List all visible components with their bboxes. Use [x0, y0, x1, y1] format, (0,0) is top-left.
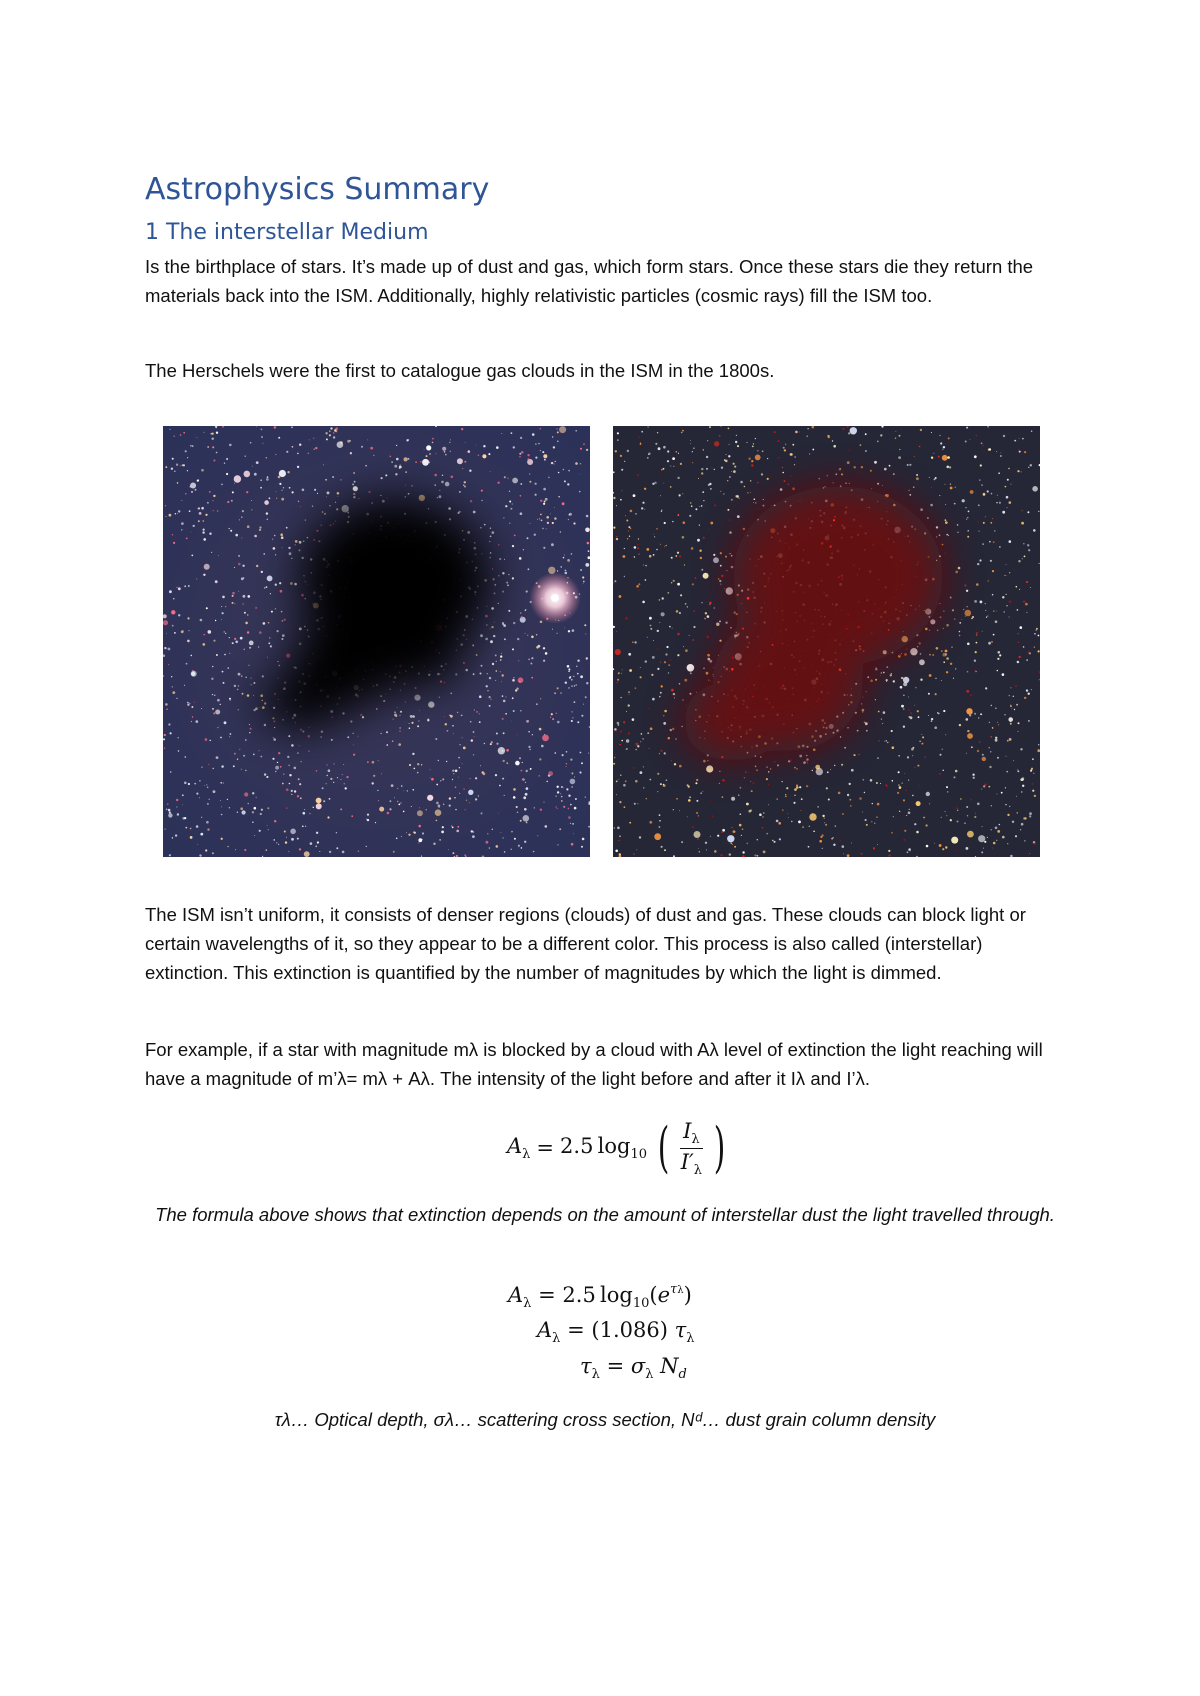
eq3-rhs: τ	[674, 1318, 687, 1342]
paragraph-extinction: The ISM isn’t uniform, it consists of denser regions (clouds) of dust and gas. These clouds can block light or certain wavelengths of it, so they appear to be a different color. This process is also called (interstellar) extinction. This extinction is quantified by the number of magnitudes by which the light is dimmed.	[145, 904, 1026, 983]
paragraph-herschels: The Herschels were the first to catalogue gas clouds in the ISM in the 1800s.	[145, 360, 775, 381]
eq2-log-base: 10	[632, 1296, 650, 1311]
dark-nebula-visible-svg	[163, 426, 590, 857]
eq1-lhs-sub: λ	[522, 1147, 531, 1162]
paragraph-ism-intro: Is the birthplace of stars. It’s made up of dust and gas, which form stars. Once these stars die they return the materials back into the ISM. Additionally, highly relativistic particles (cosmic rays) fill the ISM too.	[145, 256, 1034, 306]
eq3-lhs: A	[537, 1318, 553, 1342]
eq2-coef: 2.5	[562, 1283, 596, 1307]
eq2-lhs-sub: λ	[523, 1296, 532, 1311]
dark-nebula-visible-image	[163, 426, 590, 857]
equation-optical-depth	[580, 1354, 687, 1382]
eq1-lhs: A	[507, 1134, 523, 1158]
eq4-n-sub: d	[678, 1367, 687, 1382]
eq1-log: log	[597, 1134, 631, 1158]
eq2-open-paren: (	[649, 1283, 658, 1307]
eq4-equals: =	[606, 1354, 625, 1378]
eq4-n: N	[660, 1354, 679, 1378]
eq1-open-paren: (	[657, 1116, 670, 1179]
eq1-coef: 2.5	[560, 1134, 594, 1158]
eq2-log: log	[600, 1283, 633, 1307]
page-title: Astrophysics Summary	[145, 172, 490, 207]
paragraph-magnitude-example: For example, if a star with magnitude mλ is blocked by a cloud with Aλ level of extinction the light reaching will have a magnitude of m’λ= mλ + Aλ. The intensity of the light before and after it Iλ and I’λ.	[145, 1039, 1043, 1089]
eq2-equals: =	[538, 1283, 556, 1307]
equation-extinction-optical-depth	[508, 1282, 692, 1311]
eq2-exponent: τ	[670, 1282, 678, 1297]
equation-extinction-linear	[537, 1318, 694, 1346]
eq1-denominator-sub: λ	[693, 1162, 703, 1178]
eq1-close-paren: )	[713, 1116, 725, 1179]
eq4-sigma: σ	[630, 1354, 646, 1378]
dark-nebula-infrared-svg	[613, 426, 1040, 857]
eq1-log-base: 10	[630, 1147, 647, 1162]
equation-extinction-intensity	[507, 1118, 730, 1178]
eq1-numerator-sub: λ	[691, 1131, 700, 1147]
eq4-lhs-sub: λ	[591, 1367, 600, 1382]
eq3-equals: =	[567, 1318, 585, 1342]
caption-symbol-legend: τλ… Optical depth, σλ… scattering cross section, Nᵈ… dust grain column density	[274, 1409, 936, 1430]
eq3-coef: (1.086)	[591, 1318, 668, 1342]
eq2-exponent-sub: λ	[677, 1285, 684, 1296]
eq4-lhs: τ	[580, 1354, 592, 1378]
dark-nebula-infrared-image	[613, 426, 1040, 857]
eq4-sigma-sub: λ	[645, 1367, 654, 1382]
eq1-equals: =	[536, 1136, 555, 1160]
eq2-exp-base: e	[657, 1283, 671, 1307]
eq1-numerator: I	[683, 1118, 692, 1143]
section-heading: 1 The interstellar Medium	[145, 220, 429, 245]
eq1-denominator: I′	[680, 1149, 694, 1174]
eq3-lhs-sub: λ	[552, 1331, 561, 1346]
eq1-fraction	[680, 1119, 703, 1178]
eq2-close-paren: )	[683, 1283, 692, 1307]
eq3-rhs-sub: λ	[686, 1331, 695, 1346]
eq2-lhs: A	[508, 1283, 524, 1307]
caption-extinction-formula: The formula above shows that extinction depends on the amount of interstellar dust the light travelled through.	[155, 1204, 1055, 1225]
